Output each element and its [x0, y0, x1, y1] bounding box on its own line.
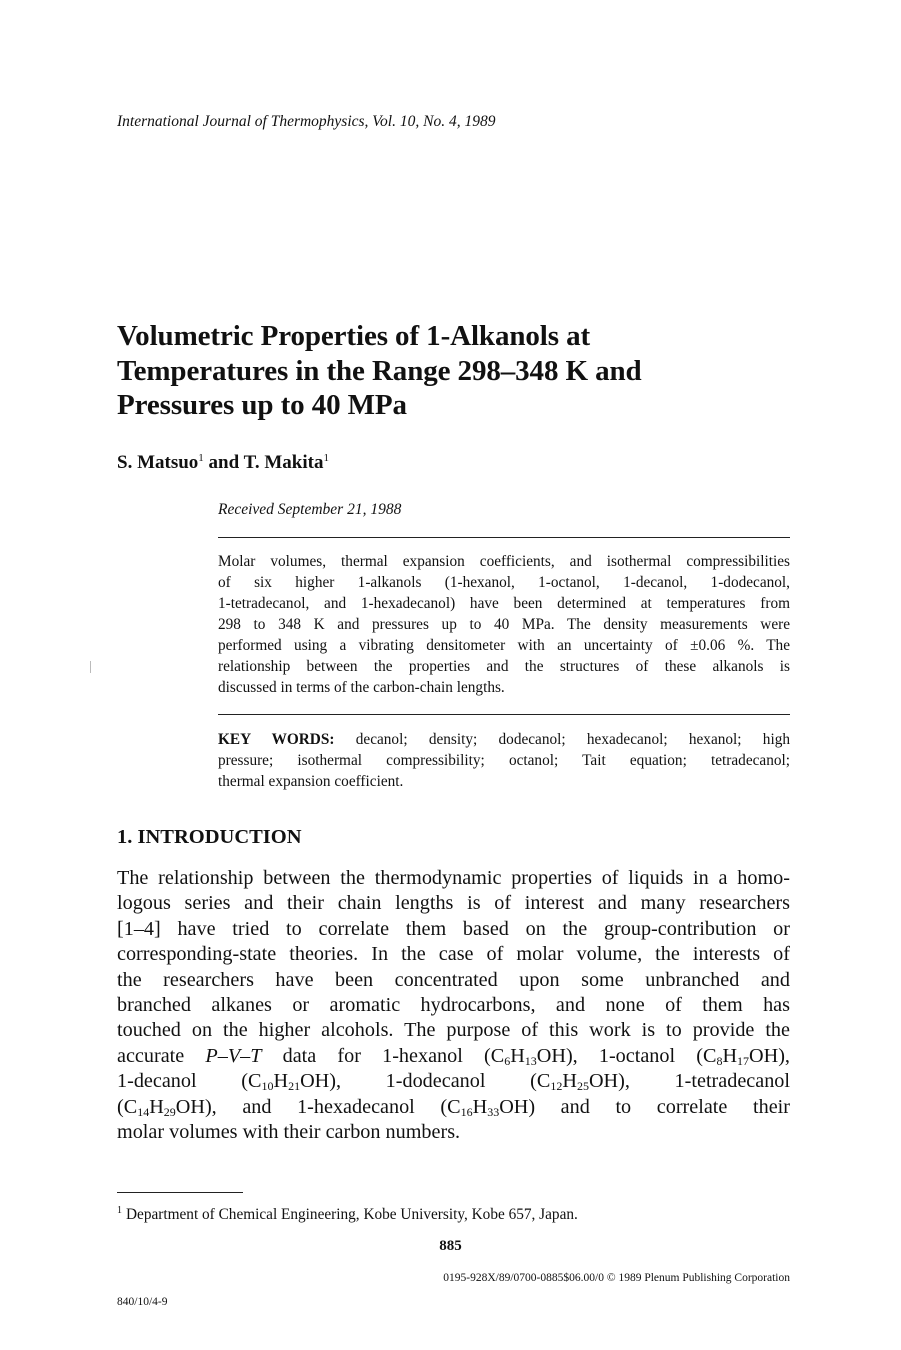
- page-number: 885: [439, 1238, 462, 1254]
- text-run: H: [562, 1070, 577, 1093]
- footnote-rule: [117, 1192, 243, 1193]
- text-run: H: [273, 1070, 289, 1093]
- footnote: [117, 1206, 578, 1224]
- abstract-line: performed using a vibrating densitometer with an uncertainty of ±0.06 %. The: [218, 637, 790, 654]
- scan-mark: [90, 661, 91, 673]
- footnote-mark: 1: [117, 1205, 122, 1216]
- text-run: OH), 1-tetradecanol: [588, 1070, 791, 1093]
- affiliation-mark: 1: [323, 452, 329, 464]
- text-run: OH), 1-dodecanol (C: [300, 1070, 551, 1093]
- abstract-line: discussed in terms of the carbon-chain lengths.: [218, 679, 505, 696]
- abstract-line: 1-tetradecanol, and 1-hexadecanol) have been determined at temperatures from: [218, 595, 790, 612]
- abstract-top-rule: [218, 537, 790, 538]
- text-run: OH), 1-octanol (C: [536, 1044, 717, 1067]
- subscript: 29: [163, 1104, 176, 1119]
- subscript: 33: [487, 1104, 500, 1119]
- keywords-text: decanol; density; dodecanol; hexadecanol; hexanol; high: [355, 731, 791, 748]
- subscript: 6: [504, 1053, 511, 1068]
- footnote-text: Department of Chemical Engineering, Kobe University, Kobe 657, Japan.: [126, 1206, 578, 1223]
- author-name: S. Matsuo: [117, 452, 199, 473]
- body-line: the researchers have been concentrated upon some unbranched and: [117, 968, 790, 991]
- body-line: touched on the higher alcohols. The purpose of this work is to provide the: [117, 1019, 790, 1042]
- body-line: The relationship between the thermodynamic properties of liquids in a homo-: [117, 867, 790, 889]
- subscript: 16: [460, 1104, 473, 1119]
- keywords-label: KEY WORDS:: [218, 731, 335, 748]
- abstract-line: relationship between the properties and the structures of these alkanols is: [218, 658, 790, 675]
- body-line: [117, 1044, 790, 1069]
- body-line: branched alkanes or aromatic hydrocarbons, and none of them has: [117, 994, 790, 1017]
- copyright-line: 0195-928X/89/0700-0885$06.00/0 © 1989 Plenum Publishing Corporation: [443, 1272, 790, 1284]
- abstract: [218, 551, 790, 698]
- subscript: 17: [737, 1053, 750, 1068]
- title-line: Pressures up to 40 MPa: [117, 389, 407, 421]
- author-list: [117, 452, 329, 474]
- subscript: 14: [137, 1104, 150, 1119]
- text-run: accurate: [117, 1044, 206, 1067]
- section-heading: 1. INTRODUCTION: [117, 826, 302, 848]
- journal-citation: International Journal of Thermophysics, Vol. 10, No. 4, 1989: [117, 113, 496, 130]
- abstract-bottom-rule: [218, 714, 790, 715]
- pvt-term: P–V–T: [205, 1044, 262, 1067]
- paper-title: [117, 319, 757, 423]
- text-run: H: [722, 1044, 738, 1067]
- text-run: data for 1-hexanol (C: [261, 1044, 505, 1067]
- keywords: [218, 729, 790, 792]
- subscript: 25: [576, 1079, 589, 1094]
- subscript: 8: [716, 1053, 723, 1068]
- text-run: H: [472, 1095, 488, 1118]
- text-run: OH),: [749, 1044, 790, 1067]
- abstract-line: Molar volumes, thermal expansion coefficients, and isothermal compressibilities: [218, 553, 790, 570]
- title-line: Volumetric Properties of 1-Alkanols at: [117, 320, 591, 352]
- introduction-text: [117, 866, 790, 1145]
- print-code: 840/10/4-9: [117, 1296, 168, 1308]
- title-line: Temperatures in the Range 298–348 K and: [117, 354, 642, 387]
- author-conjunction: and: [203, 452, 244, 473]
- subscript: 13: [524, 1053, 537, 1068]
- keywords-line: [218, 729, 790, 750]
- keywords-line: pressure; isothermal compressibility; octanol; Tait equation; tetradecanol;: [218, 752, 790, 769]
- body-line: [117, 1095, 790, 1120]
- body-line: molar volumes with their carbon numbers.: [117, 1121, 461, 1144]
- author-name: T. Makita: [243, 452, 324, 473]
- subscript: 10: [261, 1079, 274, 1094]
- text-run: OH) and to correlate their: [499, 1095, 790, 1118]
- text-run: H: [510, 1044, 525, 1067]
- affiliation-mark: 1: [198, 452, 204, 464]
- text-run: (C: [117, 1095, 138, 1118]
- abstract-line: of six higher 1-alkanols (1-hexanol, 1-octanol, 1-decanol, 1-dodecanol,: [218, 574, 790, 591]
- keywords-line: thermal expansion coefficient.: [218, 773, 404, 790]
- body-line: [1–4] have tried to correlate them based on the group-contribution or: [117, 917, 790, 940]
- body-line: logous series and their chain lengths is of interest and many researchers: [117, 892, 790, 915]
- subscript: 21: [288, 1079, 301, 1094]
- received-date: Received September 21, 1988: [218, 501, 402, 518]
- abstract-line: 298 to 348 K and pressures up to 40 MPa. The density measurements were: [218, 616, 790, 633]
- text-run: OH), and 1-hexadecanol (C: [175, 1095, 461, 1118]
- text-run: 1-decanol (C: [117, 1070, 262, 1093]
- text-run: H: [149, 1095, 164, 1118]
- body-line: corresponding-state theories. In the case of molar volume, the interests of: [117, 943, 790, 966]
- subscript: 12: [550, 1079, 563, 1094]
- body-line: [117, 1069, 790, 1094]
